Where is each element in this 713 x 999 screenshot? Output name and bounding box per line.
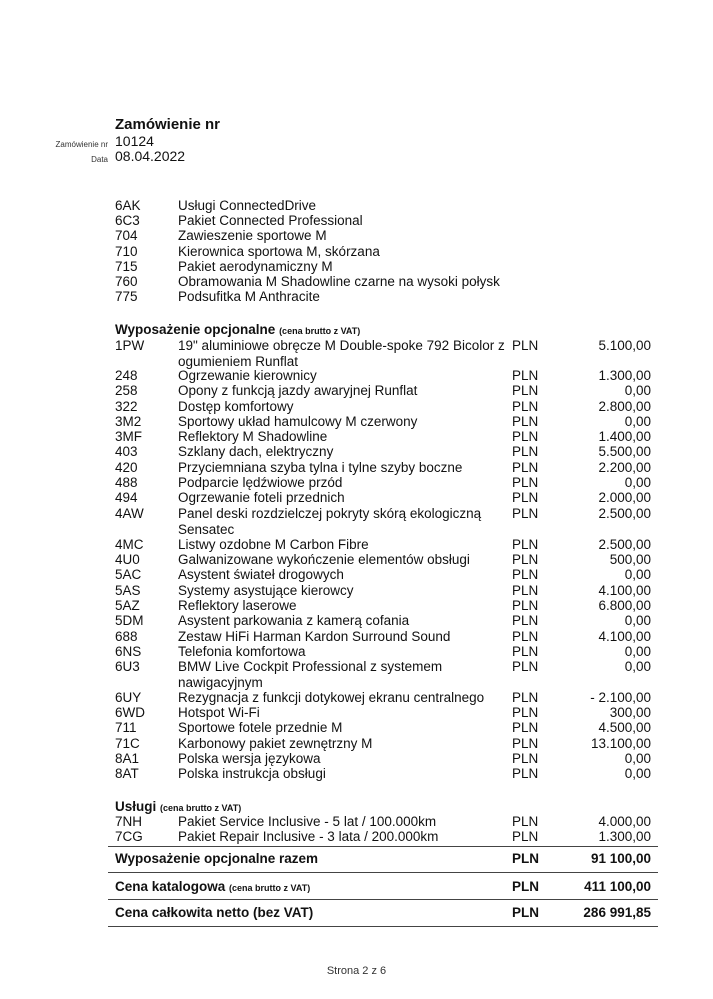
item-description: Panel deski rozdzielczej pokryty skórą ekologiczną Sensatec bbox=[178, 506, 482, 537]
item-code: 6C3 bbox=[115, 213, 140, 228]
item-code: 8A1 bbox=[115, 751, 140, 766]
optional-equipment-heading bbox=[115, 322, 360, 337]
item-price: 5.500,00 bbox=[598, 444, 651, 459]
item-price: 4.500,00 bbox=[598, 720, 651, 735]
item-price: 0,00 bbox=[624, 383, 651, 398]
item-code: 6U3 bbox=[115, 659, 140, 674]
item-currency: PLN bbox=[512, 399, 539, 414]
item-price: 4.100,00 bbox=[598, 629, 651, 644]
item-currency: PLN bbox=[512, 829, 539, 844]
item-code: 711 bbox=[115, 720, 137, 735]
item-description: Kierownica sportowa M, skórzana bbox=[178, 244, 380, 259]
item-price: 2.800,00 bbox=[598, 399, 651, 414]
net-price-label: Cena całkowita netto (bez VAT) bbox=[115, 905, 314, 920]
optional-item bbox=[0, 338, 713, 370]
item-code: 3MF bbox=[115, 429, 142, 444]
item-description: Sportowy układ hamulcowy M czerwony bbox=[178, 414, 418, 429]
page-number: Strona 2 z 6 bbox=[326, 965, 387, 977]
item-price: 500,00 bbox=[609, 552, 651, 567]
item-description: Pakiet Connected Professional bbox=[178, 213, 363, 228]
item-currency: PLN bbox=[512, 705, 539, 720]
item-currency: PLN bbox=[512, 383, 539, 398]
item-code: 7CG bbox=[115, 829, 143, 844]
item-currency: PLN bbox=[512, 583, 539, 598]
optional-item bbox=[0, 598, 713, 614]
catalog-price-currency: PLN bbox=[512, 879, 539, 894]
item-code: 710 bbox=[115, 244, 138, 259]
item-code: 8AT bbox=[115, 766, 139, 781]
item-description: Szklany dach, elektryczny bbox=[178, 444, 334, 459]
section-note: (cena brutto z VAT) bbox=[279, 326, 361, 336]
item-price: - 2.100,00 bbox=[590, 690, 651, 705]
catalog-price-label bbox=[115, 879, 310, 894]
standard-item bbox=[0, 213, 713, 229]
optional-item bbox=[0, 414, 713, 430]
item-description: Asystent parkowania z kamerą cofania bbox=[178, 613, 410, 628]
item-description: Telefonia komfortowa bbox=[178, 644, 306, 659]
item-price: 2.500,00 bbox=[598, 506, 651, 521]
item-description: Galwanizowane wykończenie elementów obsługi bbox=[178, 552, 470, 567]
item-currency: PLN bbox=[512, 567, 539, 582]
item-code: 7NH bbox=[115, 814, 143, 829]
item-code: 258 bbox=[115, 383, 138, 398]
divider bbox=[108, 846, 658, 847]
item-price: 0,00 bbox=[624, 414, 651, 429]
optional-item bbox=[0, 490, 713, 506]
item-price: 0,00 bbox=[624, 644, 651, 659]
item-description: Zawieszenie sportowe M bbox=[178, 228, 327, 243]
item-currency: PLN bbox=[512, 338, 539, 353]
item-price: 5.100,00 bbox=[598, 338, 651, 353]
optional-item bbox=[0, 736, 713, 752]
item-description: Asystent świateł drogowych bbox=[178, 567, 344, 582]
item-description: Zestaw HiFi Harman Kardon Surround Sound bbox=[178, 629, 451, 644]
item-description: Polska wersja językowa bbox=[178, 751, 321, 766]
optional-item bbox=[0, 506, 713, 538]
item-price: 6.800,00 bbox=[598, 598, 651, 613]
optional-total-amount: 91 100,00 bbox=[590, 851, 651, 866]
standard-item bbox=[0, 259, 713, 275]
item-price: 1.400,00 bbox=[598, 429, 651, 444]
item-code: 4AW bbox=[115, 506, 144, 521]
item-description: BMW Live Cockpit Professional z systemem nawigacyjnym bbox=[178, 659, 443, 690]
optional-item bbox=[0, 429, 713, 445]
item-code: 403 bbox=[115, 444, 138, 459]
item-description: Podparcie lędźwiowe przód bbox=[178, 475, 343, 490]
item-description: Polska instrukcja obsługi bbox=[178, 766, 326, 781]
item-currency: PLN bbox=[512, 429, 539, 444]
item-price: 2.200,00 bbox=[598, 460, 651, 475]
item-currency: PLN bbox=[512, 751, 539, 766]
order-number-label: Zamówienie nr bbox=[55, 140, 108, 149]
item-currency: PLN bbox=[512, 644, 539, 659]
divider bbox=[108, 899, 658, 900]
optional-item bbox=[0, 583, 713, 599]
item-code: 3M2 bbox=[115, 414, 142, 429]
optional-item bbox=[0, 659, 713, 691]
catalog-price-amount: 411 100,00 bbox=[584, 879, 651, 894]
optional-item bbox=[0, 368, 713, 384]
item-description: Podsufitka M Anthracite bbox=[178, 289, 320, 304]
item-description: Ogrzewanie kierownicy bbox=[178, 368, 317, 383]
order-number: 10124 bbox=[115, 133, 154, 149]
item-code: 420 bbox=[115, 460, 138, 475]
item-code: 5AC bbox=[115, 567, 142, 582]
item-price: 0,00 bbox=[624, 613, 651, 628]
optional-item bbox=[0, 751, 713, 767]
item-description: Pakiet Repair Inclusive - 3 lata / 200.000km bbox=[178, 829, 439, 844]
item-description: Przyciemniana szyba tylna i tylne szyby boczne bbox=[178, 460, 463, 475]
item-code: 1PW bbox=[115, 338, 145, 353]
net-price-amount: 286 991,85 bbox=[583, 905, 651, 920]
item-description: Opony z funkcją jazdy awaryjnej Runflat bbox=[178, 383, 418, 398]
item-code: 688 bbox=[115, 629, 138, 644]
catalog-price-note: (cena brutto z VAT) bbox=[229, 883, 311, 893]
divider bbox=[108, 926, 658, 927]
optional-item bbox=[0, 690, 713, 706]
catalog-price-title: Cena katalogowa bbox=[115, 879, 226, 894]
item-price: 0,00 bbox=[624, 475, 651, 490]
item-description: Hotspot Wi-Fi bbox=[178, 705, 260, 720]
item-code: 775 bbox=[115, 289, 138, 304]
item-currency: PLN bbox=[512, 506, 539, 521]
item-code: 5AZ bbox=[115, 598, 140, 613]
optional-item bbox=[0, 720, 713, 736]
optional-item bbox=[0, 766, 713, 782]
item-code: 715 bbox=[115, 259, 138, 274]
item-code: 4MC bbox=[115, 537, 144, 552]
service-item bbox=[0, 829, 713, 845]
optional-item bbox=[0, 460, 713, 476]
item-currency: PLN bbox=[512, 537, 539, 552]
item-description: Pakiet aerodynamiczny M bbox=[178, 259, 333, 274]
item-price: 2.000,00 bbox=[598, 490, 651, 505]
item-code: 488 bbox=[115, 475, 138, 490]
item-code: 6AK bbox=[115, 198, 141, 213]
optional-item bbox=[0, 629, 713, 645]
service-item bbox=[0, 814, 713, 830]
item-price: 0,00 bbox=[624, 766, 651, 781]
item-currency: PLN bbox=[512, 414, 539, 429]
optional-item bbox=[0, 383, 713, 399]
standard-item bbox=[0, 244, 713, 260]
item-code: 6NS bbox=[115, 644, 142, 659]
date-label: Data bbox=[91, 155, 108, 164]
item-description: Reflektory M Shadowline bbox=[178, 429, 328, 444]
standard-item bbox=[0, 228, 713, 244]
item-code: 6WD bbox=[115, 705, 145, 720]
item-currency: PLN bbox=[512, 460, 539, 475]
optional-total-currency: PLN bbox=[512, 851, 539, 866]
item-currency: PLN bbox=[512, 598, 539, 613]
item-currency: PLN bbox=[512, 720, 539, 735]
item-price: 300,00 bbox=[609, 705, 651, 720]
item-price: 2.500,00 bbox=[598, 537, 651, 552]
item-price: 4.100,00 bbox=[598, 583, 651, 598]
net-price-currency: PLN bbox=[512, 905, 539, 920]
item-currency: PLN bbox=[512, 475, 539, 490]
item-price: 0,00 bbox=[624, 567, 651, 582]
standard-item bbox=[0, 198, 713, 214]
item-description: Sportowe fotele przednie M bbox=[178, 720, 343, 735]
services-heading bbox=[115, 799, 241, 814]
item-price: 0,00 bbox=[624, 659, 651, 674]
optional-item bbox=[0, 399, 713, 415]
optional-item bbox=[0, 705, 713, 721]
order-date: 08.04.2022 bbox=[115, 148, 186, 164]
item-description: Systemy asystujące kierowcy bbox=[178, 583, 354, 598]
divider bbox=[108, 872, 658, 873]
item-description: Listwy ozdobne M Carbon Fibre bbox=[178, 537, 369, 552]
section-title: Wyposażenie opcjonalne bbox=[115, 322, 276, 337]
item-description: 19" aluminiowe obręcze M Double-spoke 792 Bicolor z ogumieniem Runflat bbox=[178, 338, 505, 369]
item-currency: PLN bbox=[512, 613, 539, 628]
item-code: 248 bbox=[115, 368, 138, 383]
optional-item bbox=[0, 613, 713, 629]
item-description: Ogrzewanie foteli przednich bbox=[178, 490, 345, 505]
item-currency: PLN bbox=[512, 766, 539, 781]
item-code: 704 bbox=[115, 228, 138, 243]
standard-item bbox=[0, 289, 713, 305]
optional-item bbox=[0, 644, 713, 660]
section-title: Usługi bbox=[115, 799, 157, 814]
item-price: 1.300,00 bbox=[598, 829, 651, 844]
item-description: Usługi ConnectedDrive bbox=[178, 198, 317, 213]
item-code: 6UY bbox=[115, 690, 142, 705]
optional-item bbox=[0, 537, 713, 553]
optional-item bbox=[0, 475, 713, 491]
item-description: Karbonowy pakiet zewnętrzny M bbox=[178, 736, 373, 751]
item-price: 1.300,00 bbox=[598, 368, 651, 383]
item-currency: PLN bbox=[512, 490, 539, 505]
item-currency: PLN bbox=[512, 814, 539, 829]
optional-total-label: Wyposażenie opcjonalne razem bbox=[115, 851, 319, 866]
optional-item bbox=[0, 444, 713, 460]
item-code: 71C bbox=[115, 736, 140, 751]
item-currency: PLN bbox=[512, 444, 539, 459]
document-title: Zamówienie nr bbox=[115, 116, 221, 133]
item-currency: PLN bbox=[512, 552, 539, 567]
section-note: (cena brutto z VAT) bbox=[160, 803, 242, 813]
item-description: Rezygnacja z funkcji dotykowej ekranu centralnego bbox=[178, 690, 485, 705]
item-code: 4U0 bbox=[115, 552, 140, 567]
optional-item bbox=[0, 567, 713, 583]
item-code: 322 bbox=[115, 399, 138, 414]
optional-item bbox=[0, 552, 713, 568]
item-code: 5AS bbox=[115, 583, 141, 598]
item-code: 760 bbox=[115, 274, 138, 289]
item-description: Obramowania M Shadowline czarne na wysoki połysk bbox=[178, 274, 500, 289]
item-currency: PLN bbox=[512, 736, 539, 751]
item-currency: PLN bbox=[512, 629, 539, 644]
item-code: 494 bbox=[115, 490, 138, 505]
item-currency: PLN bbox=[512, 368, 539, 383]
item-description: Dostęp komfortowy bbox=[178, 399, 294, 414]
item-price: 13.100,00 bbox=[590, 736, 651, 751]
item-currency: PLN bbox=[512, 659, 539, 674]
item-price: 4.000,00 bbox=[598, 814, 651, 829]
item-currency: PLN bbox=[512, 690, 539, 705]
item-description: Reflektory laserowe bbox=[178, 598, 297, 613]
item-code: 5DM bbox=[115, 613, 144, 628]
standard-item bbox=[0, 274, 713, 290]
item-price: 0,00 bbox=[624, 751, 651, 766]
item-description: Pakiet Service Inclusive - 5 lat / 100.000km bbox=[178, 814, 437, 829]
